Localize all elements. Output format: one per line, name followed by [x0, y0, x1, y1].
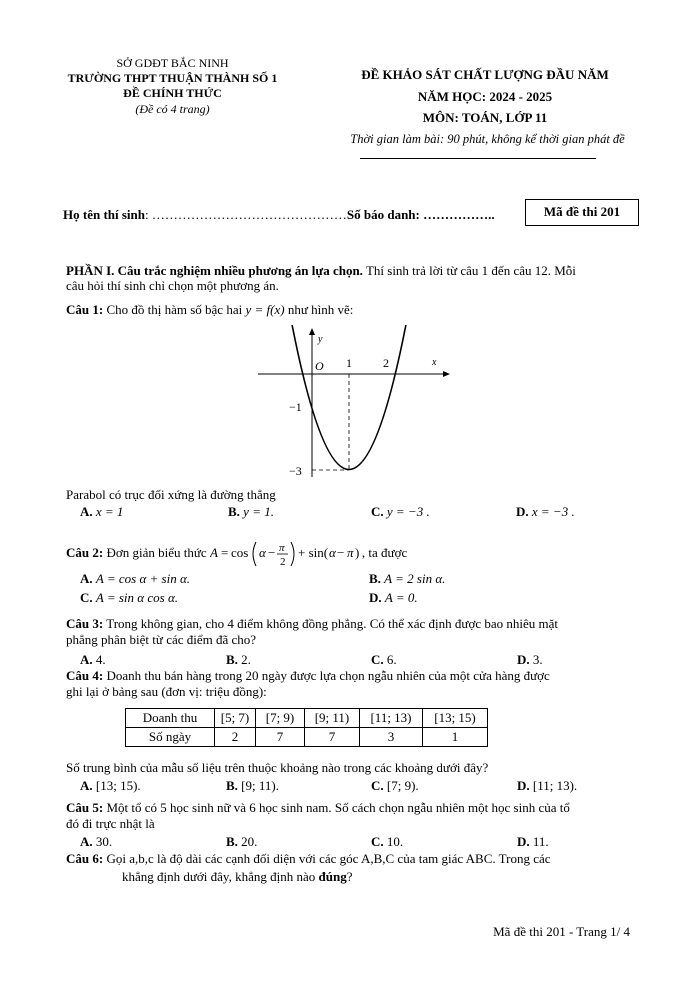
- q4-opt-b: [9; 11).: [241, 778, 279, 793]
- q6-stem-2: [122, 869, 352, 885]
- q5-opt-b-key: B.: [226, 834, 238, 849]
- q5-label: Câu 5:: [66, 800, 104, 815]
- q5-stem: [66, 800, 641, 832]
- q3-opt-a-key: A.: [80, 652, 93, 667]
- table-cell: [5; 7): [215, 709, 256, 728]
- part1-desc: Thí sinh trả lời từ câu 1 đến câu 12. Mỗi: [362, 263, 576, 278]
- part1-header: [66, 263, 626, 293]
- q1-label: Câu 1:: [66, 302, 104, 317]
- q6-stem: [66, 850, 641, 868]
- q5-opt-c: 10.: [383, 834, 404, 849]
- q3-opt-d: 3.: [529, 652, 543, 667]
- q3-text: Trong không gian, cho 4 điểm không đồng phẳng. Có thể xác định được bao nhiêu mặt: [103, 616, 558, 631]
- q1-opt-c-key: C.: [371, 504, 384, 519]
- part1-title: PHẦN I. Câu trắc nghiệm nhiều phương án lựa chọn.: [66, 263, 363, 278]
- exam-code-box: Mã đề thi 201: [525, 199, 639, 226]
- table-row: [126, 709, 488, 728]
- q2-stem: [66, 538, 407, 568]
- q1-opt-b-key: B.: [228, 504, 240, 519]
- q2-opt-c-key: C.: [80, 590, 93, 605]
- table-cell: [9; 11): [305, 709, 360, 728]
- svg-text:α: α: [258, 545, 266, 560]
- q4-label: Câu 4:: [66, 668, 104, 683]
- q3-opt-b: 2.: [237, 652, 251, 667]
- y-axis-arrow: [309, 328, 315, 335]
- q2-formula-svg: [210, 538, 410, 570]
- q1-opt-a: x = 1: [95, 504, 124, 519]
- q4-stem: [66, 668, 636, 700]
- q1-opt-b: y = 1.: [243, 504, 274, 519]
- q1-text-end: như hình vẽ:: [284, 302, 354, 317]
- svg-text:cos: cos: [230, 545, 249, 560]
- q4-opt-d: [11; 13).: [532, 778, 578, 793]
- q1-formula: y = f(x): [245, 302, 285, 317]
- q2-opt-b-key: B.: [369, 571, 381, 586]
- table-cell: 7: [256, 728, 305, 747]
- header-left: [40, 56, 305, 117]
- svg-text:π: π: [346, 545, 354, 560]
- q4-opt-d-key: D.: [517, 778, 530, 793]
- q3-stem: [66, 616, 636, 648]
- q1-opt-d: x = −3 .: [531, 504, 575, 519]
- q2-text: Đơn giản biểu thức: [103, 544, 210, 560]
- q3-opt-c: 6.: [383, 652, 397, 667]
- q5-text-2: đó đi trực nhật là: [66, 816, 155, 831]
- q2-opt-c: A = sin α cos α.: [95, 590, 179, 605]
- name-blank: : ………………………………………: [145, 207, 347, 222]
- q5-opt-a-key: A.: [80, 834, 93, 849]
- exam-title: ĐỀ KHẢO SÁT CHẤT LƯỢNG ĐẦU NĂM: [361, 67, 609, 82]
- x-axis-label: x: [432, 357, 437, 368]
- id-label: Số báo danh: ……………..: [346, 207, 495, 222]
- part1-desc-2: câu hỏi thí sinh chỉ chọn một phương án.: [66, 278, 279, 293]
- q2-opt-b: A = 2 sin α.: [384, 571, 446, 586]
- q3-opt-a: 4.: [92, 652, 106, 667]
- q1-stem: [66, 302, 353, 318]
- tick-x2: 2: [383, 356, 389, 370]
- q2-opt-a-key: A.: [80, 571, 93, 586]
- q4-opt-a-key: A.: [80, 778, 93, 793]
- svg-text:=: =: [220, 545, 229, 560]
- header-divider: [360, 158, 596, 159]
- table-cell: 7: [305, 728, 360, 747]
- q6-text: Gọi a,b,c là độ dài các cạnh đối diện với các góc A,B,C của tam giác ABC. Trong các: [103, 851, 551, 866]
- svg-text:−: −: [267, 545, 276, 560]
- q3-text-2: phẳng phân biệt từ các điểm đã cho?: [66, 632, 257, 647]
- q2-label: Câu 2:: [66, 544, 104, 560]
- q3-opt-b-key: B.: [226, 652, 238, 667]
- q6-label: Câu 6:: [66, 851, 104, 866]
- table-cell: 2: [215, 728, 256, 747]
- x-axis-arrow: [443, 371, 450, 377]
- q5-opt-d: 11.: [529, 834, 549, 849]
- q1-opt-c: y = −3 .: [386, 504, 430, 519]
- q4-text-2: ghi lại ở bảng sau (đơn vị: triệu đồng):: [66, 684, 267, 699]
- svg-text:A: A: [209, 545, 218, 560]
- subject: MÔN: TOÁN, LỚP 11: [422, 110, 548, 125]
- svg-text:π: π: [278, 542, 285, 554]
- name-label: Họ tên thí sinh: [63, 207, 145, 222]
- dept-name: SỞ GDĐT BẮC NINH: [116, 56, 229, 70]
- y-axis-label: y: [318, 334, 323, 345]
- q1-opt-a-key: A.: [80, 504, 93, 519]
- time-note: Thời gian làm bài: 90 phút, không kể thời gian phát đề: [350, 132, 625, 146]
- page-count-note: (Đề có 4 trang): [135, 102, 210, 116]
- official-label: ĐỀ CHÍNH THỨC: [123, 86, 222, 100]
- table-head-revenue: Doanh thu: [126, 709, 215, 728]
- revenue-table: [125, 708, 488, 747]
- svg-text:+ sin(: + sin(: [297, 545, 329, 560]
- q5-opt-d-key: D.: [517, 834, 530, 849]
- q2-formula: [210, 538, 410, 570]
- svg-text:α: α: [328, 545, 336, 560]
- q1-text: Cho đồ thị hàm số bậc hai: [103, 302, 246, 317]
- q3-label: Câu 3:: [66, 616, 104, 631]
- q6-text-2: khẳng định dưới đây, khẳng định nào: [122, 869, 319, 884]
- q4-opt-c: [7; 9).: [386, 778, 419, 793]
- table-cell: [13; 15): [423, 709, 488, 728]
- q4-options: [80, 778, 640, 794]
- table-cell: 1: [423, 728, 488, 747]
- q2-opt-d-key: D.: [369, 590, 382, 605]
- q4-opt-c-key: C.: [371, 778, 384, 793]
- q1-after: Parabol có trục đối xứng là đường thẳng: [66, 487, 276, 502]
- table-row: [126, 728, 488, 747]
- svg-text:): ): [354, 545, 360, 560]
- tick-x1: 1: [346, 356, 352, 370]
- q1-opt-d-key: D.: [516, 504, 529, 519]
- q2-opt-d: A = 0.: [384, 590, 418, 605]
- table-head-days: Số ngày: [126, 728, 215, 747]
- q6-emphasis: đúng: [318, 869, 347, 884]
- page-footer: Mã đề thi 201 - Trang 1/ 4: [493, 924, 630, 939]
- q5-opt-b: 20.: [237, 834, 258, 849]
- q2-options: [80, 571, 640, 607]
- svg-text:2: 2: [279, 556, 286, 568]
- q4-text: Doanh thu bán hàng trong 20 ngày được lựa chọn ngẫu nhiên của một cửa hàng được: [103, 668, 550, 683]
- q3-opt-c-key: C.: [371, 652, 384, 667]
- school-name: TRƯỜNG THPT THUẬN THÀNH SỐ 1: [67, 71, 278, 85]
- q5-opt-c-key: C.: [371, 834, 384, 849]
- q5-options: [80, 834, 640, 850]
- q3-options: [80, 652, 640, 668]
- table-cell: 3: [360, 728, 423, 747]
- parabola-graph: [255, 325, 450, 480]
- school-year: NĂM HỌC: 2024 - 2025: [417, 89, 553, 104]
- q2-text-end: , ta được: [361, 544, 408, 560]
- tick-y3: −3: [289, 464, 302, 478]
- q4-opt-a: [13; 15).: [95, 778, 141, 793]
- header-right: [330, 64, 640, 128]
- q3-opt-d-key: D.: [517, 652, 530, 667]
- table-cell: [11; 13): [360, 709, 423, 728]
- svg-text:−: −: [336, 545, 345, 560]
- origin-label: O: [315, 359, 324, 373]
- student-info-line: [63, 207, 495, 223]
- q6-question-mark: ?: [346, 869, 353, 884]
- q5-text: Một tổ có 5 học sinh nữ và 6 học sinh nam. Số cách chọn ngẫu nhiên một học sinh của tổ: [103, 800, 570, 815]
- q2-opt-a: A = cos α + sin α.: [95, 571, 191, 586]
- tick-y1: −1: [289, 400, 302, 414]
- table-cell: [7; 9): [256, 709, 305, 728]
- q5-opt-a: 30.: [92, 834, 113, 849]
- q1-options: [80, 504, 640, 520]
- q4-after: Số trung bình của mẫu số liệu trên thuộc khoảng nào trong các khoảng dưới đây?: [66, 760, 489, 775]
- q4-opt-b-key: B.: [226, 778, 238, 793]
